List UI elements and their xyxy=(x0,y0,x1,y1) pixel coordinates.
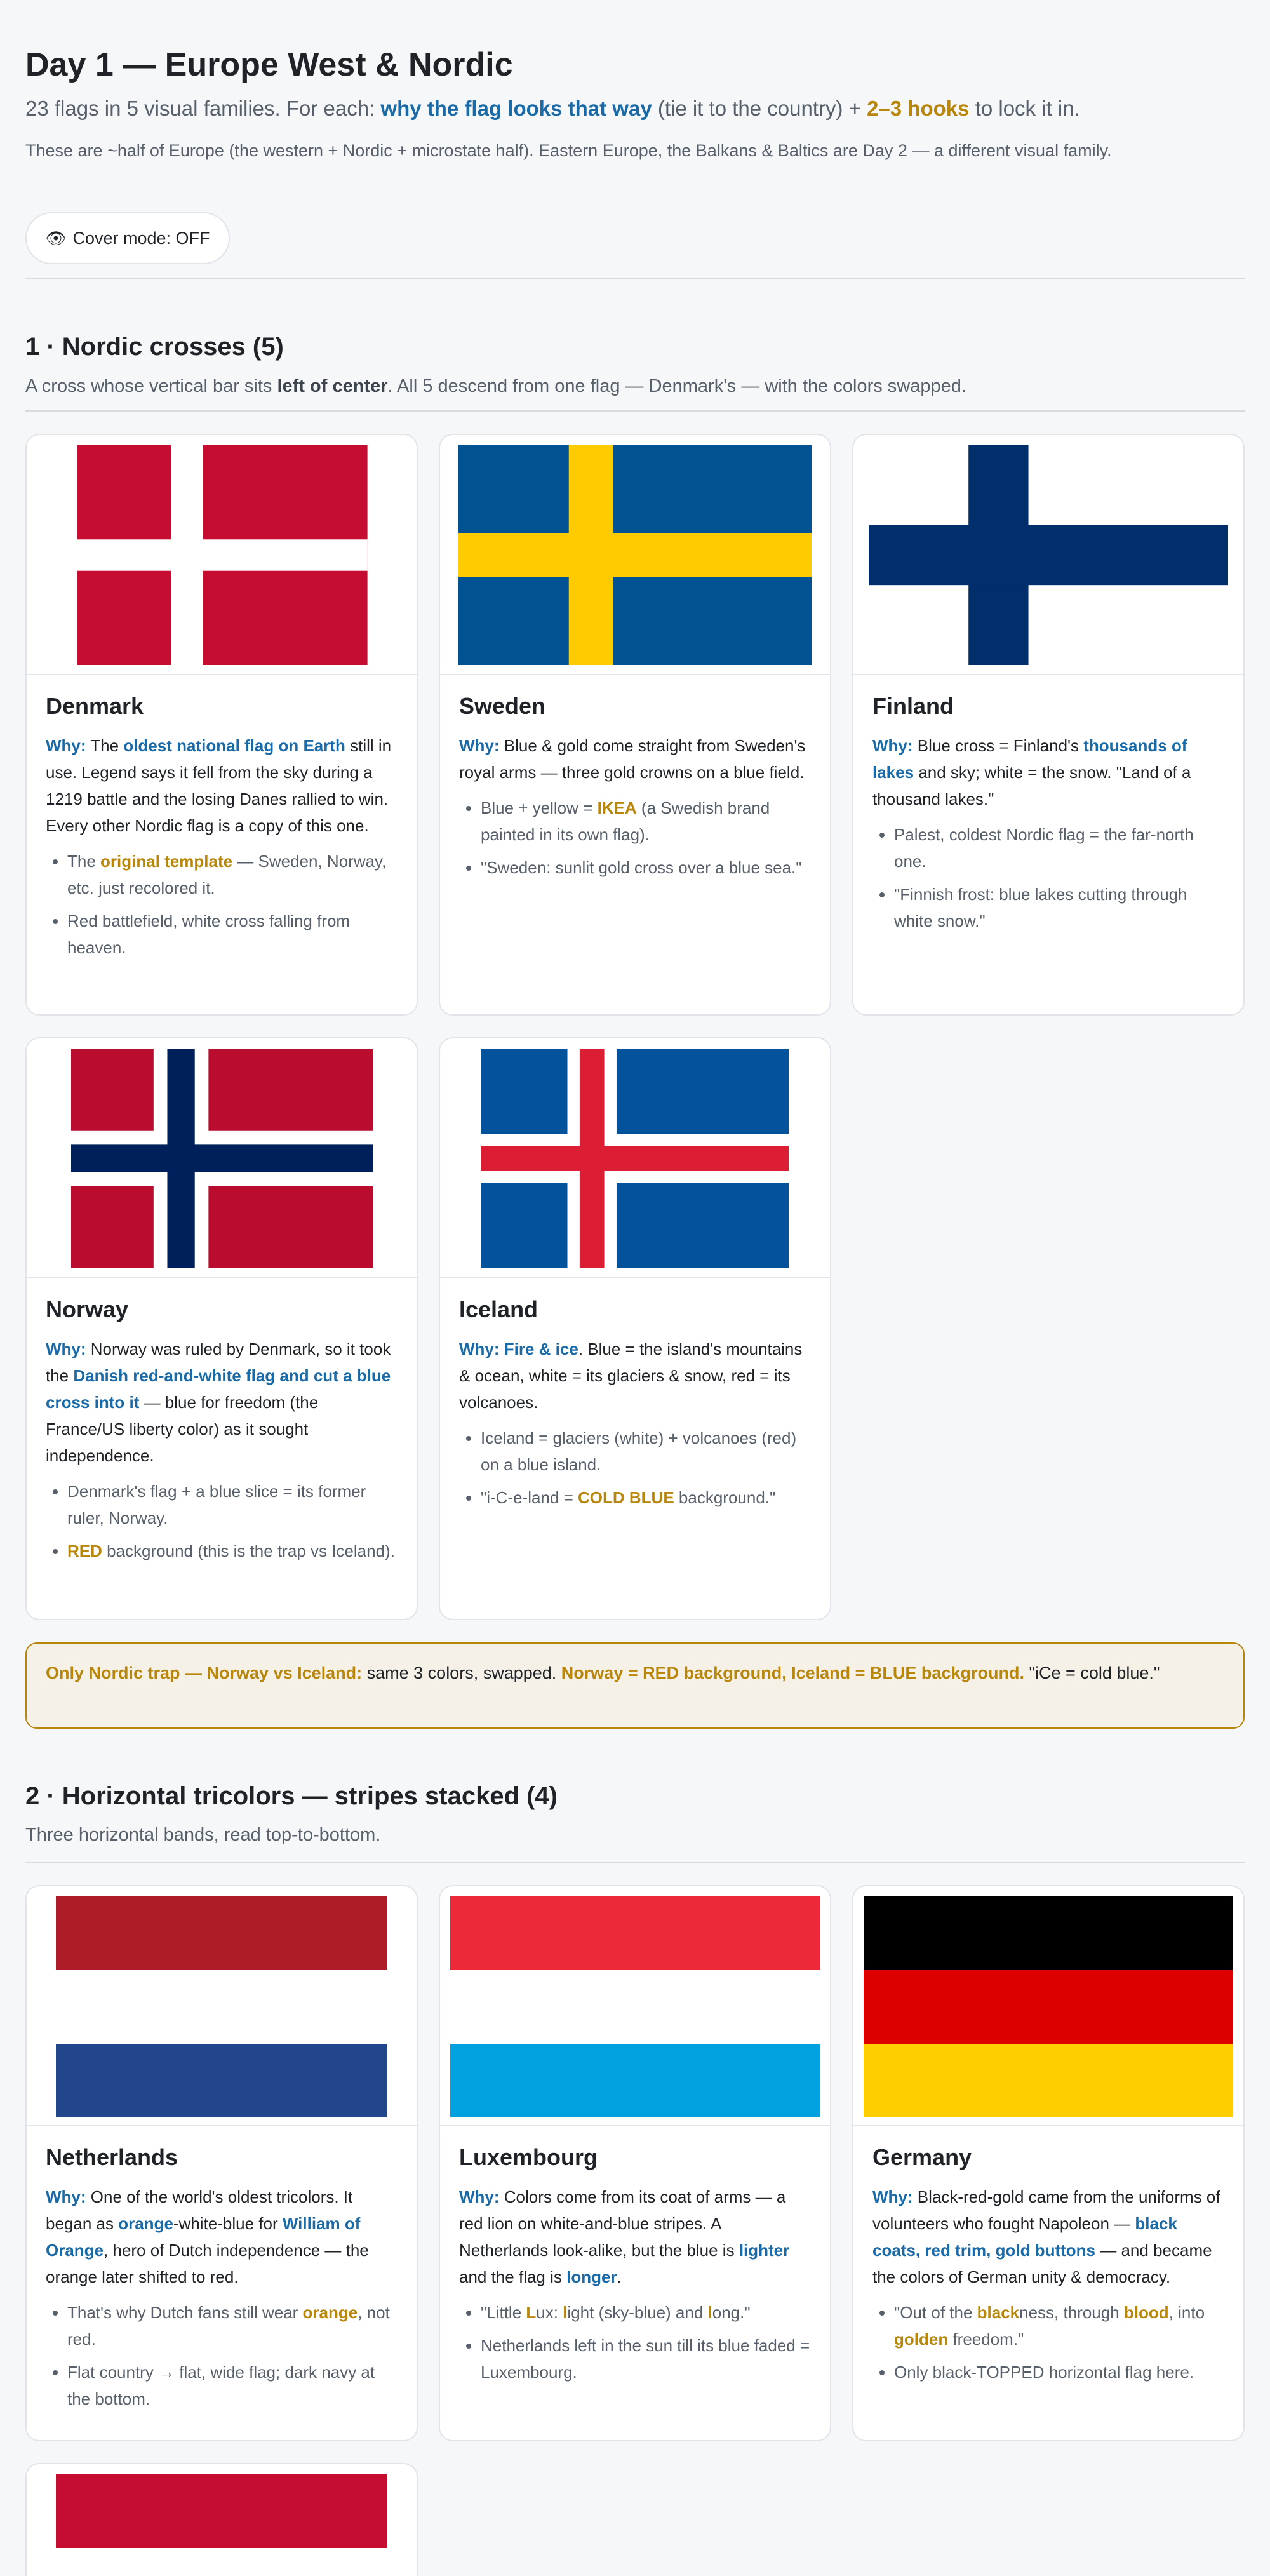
section-subtitle-nordic xyxy=(25,376,966,397)
subtitle-part: A cross whose vertical bar sits xyxy=(25,376,277,396)
sweden-flag xyxy=(458,445,812,665)
hook-list xyxy=(46,1478,398,1564)
netherlands-flag xyxy=(56,1896,387,2117)
flag-area xyxy=(853,435,1243,675)
flag-card-luxembourg xyxy=(439,1885,831,2441)
intro-part: (tie it to the country) + xyxy=(652,97,867,120)
hook-list xyxy=(459,2299,811,2385)
flag-card-netherlands xyxy=(25,1885,418,2441)
country-name: Denmark xyxy=(46,693,144,719)
hook-item: • Red battlefield, white cross falling from heaven. xyxy=(67,908,398,961)
why-label: Why: xyxy=(46,2187,86,2206)
page-title: Day 1 — Europe West & Nordic xyxy=(25,46,513,83)
country-name: Iceland xyxy=(459,1296,538,1322)
intro-part: to lock it in. xyxy=(969,97,1080,120)
why-highlight: thousands of lakes xyxy=(872,736,1187,782)
flag-card-norway xyxy=(25,1037,418,1620)
hook-item: • The original template — Sweden, Norway, etc. just recolored it. xyxy=(67,848,398,901)
hook-list xyxy=(872,2299,1224,2385)
germany-flag xyxy=(864,1896,1233,2117)
why-label: Why: xyxy=(459,736,500,755)
next-flag xyxy=(56,2474,387,2576)
why-label: Why: xyxy=(459,1339,500,1358)
why-text xyxy=(459,732,811,786)
why-text xyxy=(46,732,398,839)
hook-item: • That's why Dutch fans still wear orange, not red. xyxy=(67,2299,398,2352)
finland-flag xyxy=(869,445,1228,665)
intro-hooks-highlight: 2–3 hooks xyxy=(867,97,970,120)
intro-part: 23 flags in 5 visual families. For each: xyxy=(25,97,381,120)
divider xyxy=(25,278,1245,279)
hook-item: • "Little Lux: light (sky-blue) and long." xyxy=(481,2299,811,2326)
hook-item: • "Finnish frost: blue lakes cutting through white snow." xyxy=(894,881,1224,934)
section-title-tricolors: 2 · Horizontal tricolors — stripes stacked (4) xyxy=(25,1782,558,1810)
divider xyxy=(25,1862,1245,1863)
flag-card-sweden xyxy=(439,434,831,1016)
flag-area xyxy=(440,1038,830,1278)
flag-card-denmark xyxy=(25,434,418,1016)
why-part: Blue & gold come straight from Sweden's royal arms — three gold crowns on a blue field. xyxy=(459,736,806,782)
hook-list xyxy=(46,848,398,961)
scope-note: These are ~half of Europe (the western + Nordic + microstate half). Eastern Europe, the Balkans & Baltics are Day 2 — a different visual family. xyxy=(25,141,1112,160)
hook-item: • Only black-TOPPED horizontal flag here. xyxy=(894,2359,1224,2385)
hook-item: • Blue + yellow = IKEA (a Swedish brand painted in its own flag). xyxy=(481,795,811,848)
why-label: Why: xyxy=(46,1339,86,1358)
why-highlight: Danish red-and-white flag and cut a blue cross into it xyxy=(46,1366,391,1412)
why-label: Why: xyxy=(872,736,913,755)
hook-item: • Flat country → flat, wide flag; dark navy at the bottom. xyxy=(67,2359,398,2412)
flag-area xyxy=(440,435,830,675)
denmark-flag xyxy=(76,445,368,665)
flag-card-germany xyxy=(852,1885,1245,2441)
eye-icon: 👁 xyxy=(45,228,67,248)
flag-area xyxy=(440,1886,830,2126)
country-name: Luxembourg xyxy=(459,2144,598,2170)
flag-area xyxy=(27,1038,417,1278)
why-part: The xyxy=(86,736,124,755)
trap-highlight: Norway = RED background, Iceland = BLUE background. xyxy=(561,1663,1024,1682)
section-title-nordic: 1 · Nordic crosses (5) xyxy=(25,333,284,361)
why-part: still in use. Legend says it fell from the sky during a 1219 battle and the losing Danes rallied to win. Every other Nordic flag is a copy of this one. xyxy=(46,736,392,835)
why-part: Norway was ruled by Denmark, so it took the xyxy=(46,1339,391,1385)
hook-item: • RED background (this is the trap vs Iceland). xyxy=(67,1538,398,1564)
hook-item: • Netherlands left in the sun till its blue faded = Luxembourg. xyxy=(481,2332,811,2385)
why-label: Why: xyxy=(46,736,86,755)
flag-area xyxy=(27,1886,417,2126)
why-highlight: Fire & ice xyxy=(499,1339,578,1358)
flag-area xyxy=(27,435,417,675)
why-text xyxy=(872,732,1224,812)
intro-text xyxy=(25,97,1080,121)
hook-item: • "Sweden: sunlit gold cross over a blue sea." xyxy=(481,854,811,881)
country-name: Sweden xyxy=(459,693,546,719)
nordic-trap-callout xyxy=(25,1642,1245,1729)
hook-item: • Iceland = glaciers (white) + volcanoes (red) on a blue island. xyxy=(481,1425,811,1478)
hook-list xyxy=(459,1425,811,1511)
country-name: Norway xyxy=(46,1296,129,1322)
hook-list xyxy=(872,821,1224,934)
why-label: Why: xyxy=(459,2187,500,2206)
why-part: Blue cross = Finland's xyxy=(912,736,1084,755)
flag-card-next xyxy=(25,2463,418,2576)
cover-mode-toggle[interactable] xyxy=(25,212,230,264)
why-text: Why: Colors come from its coat of arms — a red lion on white-and-blue stripes. A Netherlands look-alike, but the blue is lighter and the flag is longer. xyxy=(459,2187,790,2286)
flag-card-finland xyxy=(852,434,1245,1016)
flag-card-iceland xyxy=(439,1037,831,1620)
hook-item: • "Out of the blackness, through blood, into golden freedom." xyxy=(894,2299,1224,2352)
country-name: Netherlands xyxy=(46,2144,178,2170)
subtitle-part: . All 5 descend from one flag — Denmark's — with the colors swapped. xyxy=(387,376,966,396)
intro-why-highlight: why the flag looks that way xyxy=(380,97,652,120)
hook-item: • "i-C-e-land = COLD BLUE background." xyxy=(481,1484,811,1511)
divider xyxy=(25,410,1245,412)
hook-list xyxy=(46,2299,398,2412)
hook-item: • Denmark's flag + a blue slice = its former ruler, Norway. xyxy=(67,1478,398,1531)
why-text: Why: One of the world's oldest tricolors. It began as orange-white-blue for William of Orange, hero of Dutch independence — the orange later shifted to red. xyxy=(46,2187,369,2286)
luxembourg-flag xyxy=(450,1896,820,2117)
flag-area xyxy=(27,2464,417,2576)
hook-list xyxy=(459,795,811,881)
subtitle-bold: left of center xyxy=(277,376,388,396)
trap-part: "iCe = cold blue." xyxy=(1024,1663,1160,1682)
country-name: Finland xyxy=(872,693,954,719)
norway-flag xyxy=(71,1049,373,1268)
cover-mode-label: Cover mode: OFF xyxy=(72,228,210,248)
hook-item: • Palest, coldest Nordic flag = the far-north one. xyxy=(894,821,1224,875)
why-part: . Blue = the island's mountains & ocean, white = its glaciers & snow, red = its volcanoes. xyxy=(459,1339,803,1412)
section-subtitle-tricolors: Three horizontal bands, read top-to-bottom. xyxy=(25,1825,381,1845)
flag-area xyxy=(853,1886,1243,2126)
why-highlight: oldest national flag on Earth xyxy=(123,736,345,755)
why-part: and sky; white = the snow. "Land of a thousand lakes." xyxy=(872,763,1191,808)
why-text xyxy=(459,1336,811,1416)
why-text: Why: Black-red-gold came from the uniforms of volunteers who fought Napoleon — black coats, red trim, gold buttons — and became the colors of German unity & democracy. xyxy=(872,2187,1220,2286)
why-label: Why: xyxy=(872,2187,913,2206)
why-part: — blue for freedom (the France/US liberty color) as it sought independence. xyxy=(46,1393,319,1465)
trap-heading: Only Nordic trap — Norway vs Iceland: xyxy=(46,1663,363,1682)
trap-part: same 3 colors, swapped. xyxy=(362,1663,561,1682)
iceland-flag xyxy=(481,1049,789,1268)
why-text xyxy=(46,1336,398,1469)
country-name: Germany xyxy=(872,2144,972,2170)
